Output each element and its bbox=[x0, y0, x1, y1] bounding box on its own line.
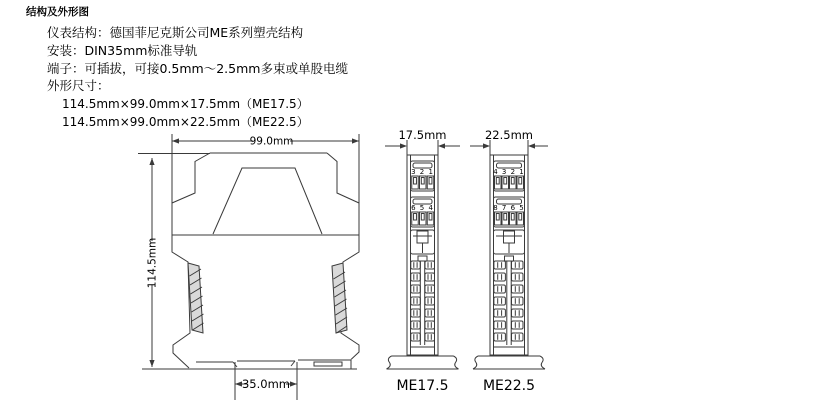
din-foot bbox=[387, 356, 459, 369]
spec-terminals: 端子：可插拔，可接0.5mm～2.5mm多束或单股电缆 bbox=[47, 61, 348, 76]
terminal-block-lower bbox=[411, 197, 435, 227]
model-label-me22-5: ME22.5 bbox=[482, 378, 536, 394]
terminal-block-lower bbox=[493, 197, 525, 227]
hatch-strip-right bbox=[332, 263, 347, 333]
din-foot bbox=[473, 356, 545, 369]
din-latch-slider bbox=[314, 362, 342, 366]
connector-block bbox=[411, 230, 435, 254]
dim-width-17-5 bbox=[385, 128, 460, 156]
terminal-block-upper bbox=[493, 161, 525, 191]
spec-mounting: 安装：DIN35mm标准导轨 bbox=[47, 43, 198, 58]
vent-grid bbox=[411, 256, 435, 347]
hatch-strip-left bbox=[188, 263, 204, 333]
spec-dimensions-heading: 外形尺寸： bbox=[47, 78, 110, 93]
dim-width-99-label: 99.0mm bbox=[249, 135, 294, 148]
outline-drawings bbox=[130, 125, 575, 408]
dim-height-114-5 bbox=[138, 154, 210, 368]
dim-width-22-5 bbox=[470, 128, 548, 156]
dim-rail-35-label: 35.0mm bbox=[241, 377, 291, 391]
terminal-numbers-row1: 3 2 1 bbox=[411, 168, 434, 176]
dim-height-114-5-label: 114.5mm bbox=[146, 237, 159, 289]
dimension-me22-5: 114.5mm×99.0mm×22.5mm（ME22.5） bbox=[62, 115, 309, 129]
dim-width-22-5-label: 22.5mm bbox=[484, 128, 534, 142]
front-view-me22-5 bbox=[470, 128, 548, 394]
spec-structure: 仪表结构：德国菲尼克斯公司ME系列塑壳结构 bbox=[47, 25, 304, 40]
terminal-numbers-row1: 4 3 2 1 bbox=[493, 168, 525, 176]
dim-rail-35 bbox=[235, 362, 297, 400]
page-title: 结构及外形图 bbox=[26, 6, 89, 18]
side-view-recess bbox=[213, 168, 322, 234]
dimension-me17-5: 114.5mm×99.0mm×17.5mm（ME17.5） bbox=[62, 97, 309, 111]
connector-block bbox=[494, 230, 525, 254]
terminal-numbers-row2: 6 5 4 bbox=[411, 204, 434, 212]
front-view-me17-5 bbox=[385, 128, 460, 394]
dim-width-17-5-label: 17.5mm bbox=[398, 128, 447, 142]
model-label-me17-5: ME17.5 bbox=[396, 378, 449, 394]
side-view-drawing bbox=[138, 134, 359, 400]
terminal-numbers-row2: 8 7 6 5 bbox=[493, 204, 525, 212]
vent-grid bbox=[494, 256, 525, 347]
side-view-outline-left bbox=[172, 153, 210, 368]
terminal-block-upper bbox=[411, 161, 435, 191]
